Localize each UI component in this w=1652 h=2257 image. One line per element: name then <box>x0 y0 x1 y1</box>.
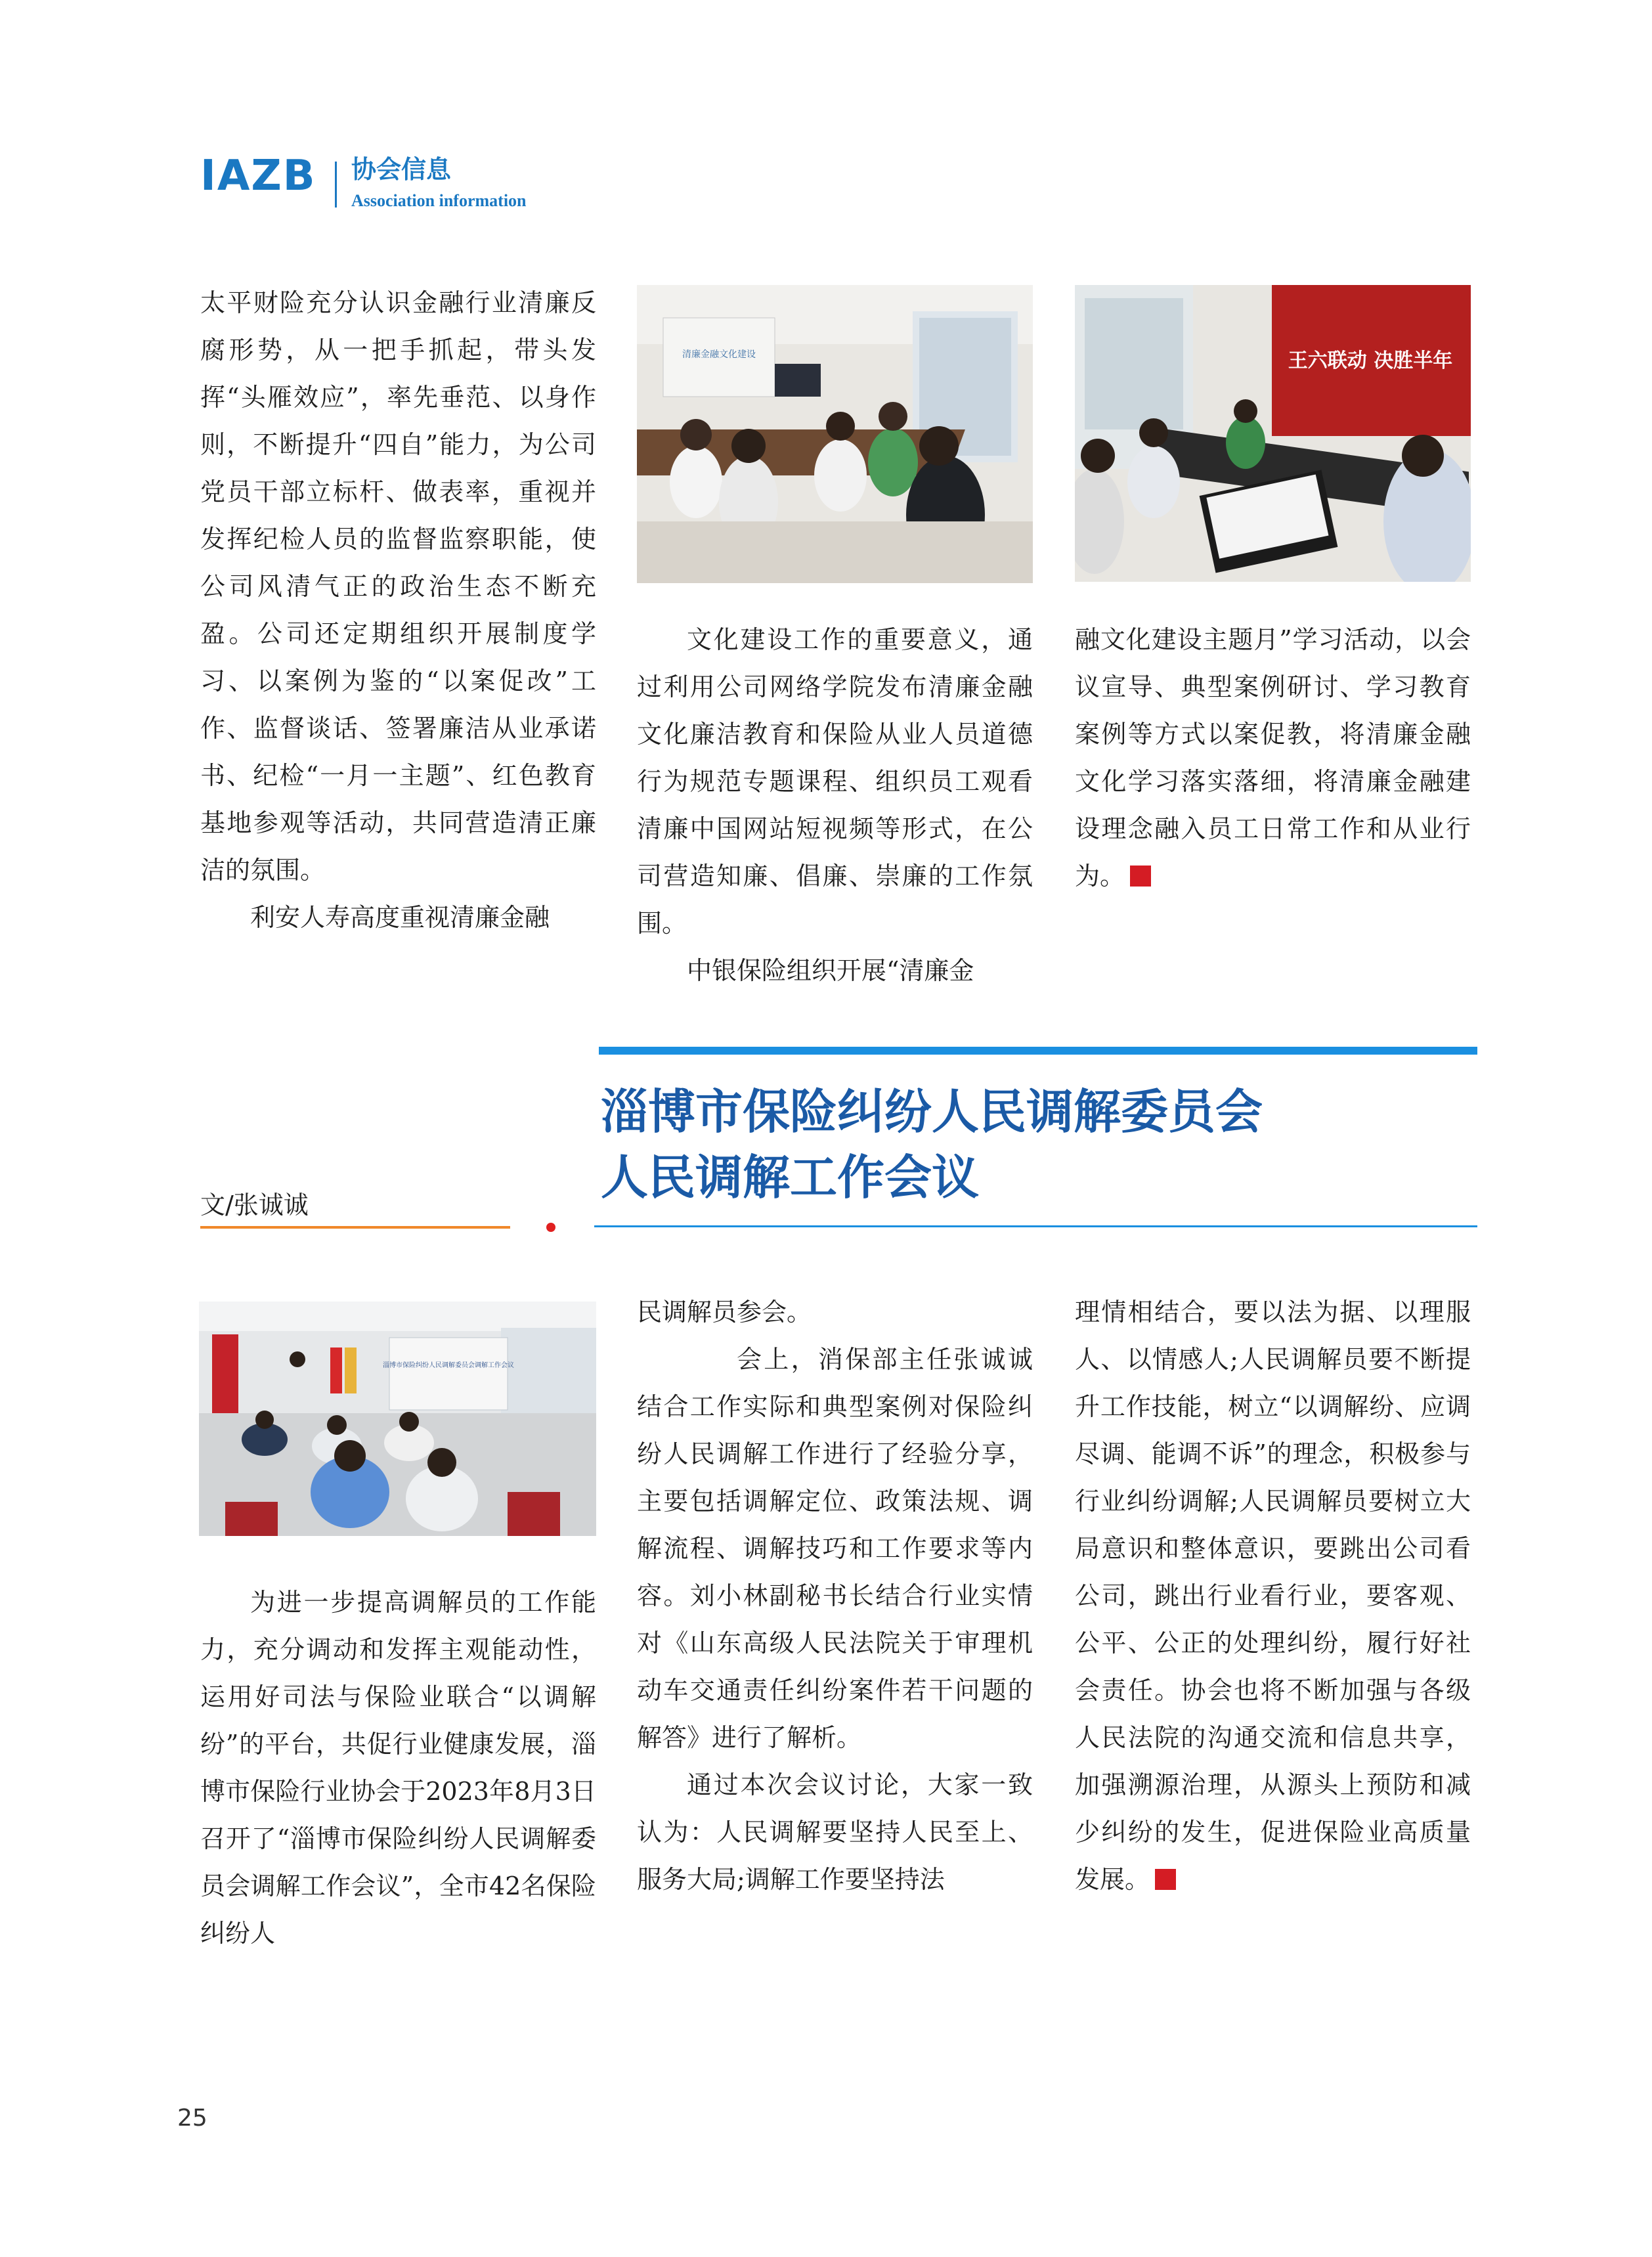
top-article-col1 <box>200 279 596 941</box>
article-title-line1: 淄博市保险纠纷人民调解委员会 <box>601 1084 1263 1139</box>
slide-title-text: 淄博市保险纠纷人民调解委员会调解工作会议 <box>383 1362 514 1369</box>
article-col1 <box>200 1579 596 1957</box>
top-article-col2 <box>637 616 1033 994</box>
header-divider <box>335 162 337 208</box>
paragraph: 通过本次会议讨论，大家一致认为：人民调解要坚持人民至上、服务大局;调解工作要坚持法 <box>637 1770 1033 1894</box>
top-article-col3 <box>1075 616 1471 900</box>
title-top-bar <box>599 1047 1477 1055</box>
section-title-en: Association information <box>351 191 527 210</box>
paragraph: 太平财险充分认识金融行业清廉反腐形势，从一把手抓起，带头发挥“头雁效应”，率先垂范、以身作则，不断提升“四自”能力，为公司党员干部立标杆、做表率，重视并发挥纪检人员的监督监察职能，使公司风清气正的政治生态不断充盈。公司还定期组织开展制度学习、以案例为鉴的“以案促改”工作、监督谈话、签署廉洁从业承诺书、纪检“一月一主题”、红色教育基地参观等活动，共同营造清正廉洁的氛围。 <box>200 288 596 885</box>
paragraph: 民调解员参会。 <box>637 1298 812 1326</box>
conference-photo <box>199 1302 596 1536</box>
paragraph: 利安人寿高度重视清廉金融 <box>250 903 550 932</box>
author-rule <box>200 1226 510 1229</box>
paragraph-text: 理情相结合，要以法为据、以理服人、以情感人;人民调解员要不断提升工作技能，树立“以调解纷、应调尽调、能调不诉”的理念，积极参与行业纠纷调解;人民调解员要树立大局意识和整体意识，要跳出公司看公司，跳出行业看行业，要客观、公平、公正的处理纠纷，履行好社会责任。协会也将不断加强与各级人民法院的沟通交流和信息共享，加强溯源治理，从源头上预防和减少纠纷的发生，促进保险业高质量发展。 <box>1075 1298 1471 1894</box>
banner-text: 王六联动 决胜半年 <box>1288 349 1453 372</box>
article-title-line2: 人民调解工作会议 <box>601 1150 980 1205</box>
paragraph: 中银保险组织开展“清廉金 <box>687 956 974 985</box>
section-title-cn: 协会信息 <box>351 155 452 184</box>
red-dot-icon <box>546 1223 555 1232</box>
paragraph <box>1075 1288 1471 1903</box>
meeting-photo-1 <box>637 285 1033 583</box>
paragraph: 文化建设工作的重要意义，通过利用公司网络学院发布清廉金融文化廉洁教育和保险从业人员道德行为规范专题课程、组织员工观看清廉中国网站短视频等形式，在公司营造知廉、倡廉、崇廉的工作氛围。 <box>637 625 1033 938</box>
article-col3 <box>1075 1288 1471 1903</box>
paragraph: 会上，消保部主任张诚诚结合工作实际和典型案例对保险纠纷人民调解工作进行了经验分享，主要包括调解定位、政策法规、调解流程、调解技巧和工作要求等内容。刘小林副秘书长结合行业实情对《山东高级人民法院关于审理机动车交通责任纠纷案件若干问题的解答》进行了解析。 <box>637 1345 1033 1752</box>
article-title <box>601 1079 1263 1210</box>
iazb-logo: IAZB <box>200 152 316 200</box>
paragraph <box>1075 616 1471 900</box>
end-mark-icon <box>1130 866 1151 887</box>
paragraph-text: 融文化建设主题月”学习活动，以会议宣导、典型案例研讨、学习教育案例等方式以案促教，将清廉金融文化学习落实落细，将清廉金融建设理念融入员工日常工作和从业行为。 <box>1075 625 1471 890</box>
title-bottom-rule <box>594 1225 1477 1227</box>
end-mark-icon <box>1155 1869 1176 1890</box>
slide-text: 清廉金融文化建设 <box>682 349 756 360</box>
meeting-photo-2 <box>1075 285 1471 582</box>
page-number: 25 <box>177 2105 207 2132</box>
author-byline: 文/张诚诚 <box>200 1191 309 1219</box>
paragraph: 为进一步提高调解员的工作能力，充分调动和发挥主观能动性，运用好司法与保险业联合“以调解纷”的平台，共促行业健康发展，淄博市保险行业协会于2023年8月3日召开了“淄博市保险纠纷人民调解委员会调解工作会议”，全市42名保险纠纷人 <box>200 1588 596 1948</box>
article-col2 <box>637 1288 1033 1903</box>
